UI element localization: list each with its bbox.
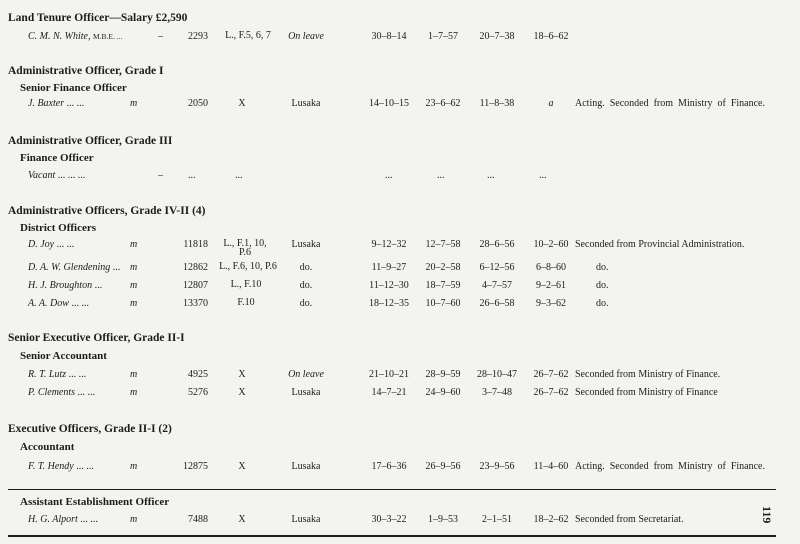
- date-of-birth: 14–7–21: [371, 387, 407, 398]
- table-row: [0, 298, 800, 316]
- date-of-birth: 9–12–32: [371, 239, 407, 250]
- date-of-birth: 14–10–15: [369, 98, 409, 109]
- file-number: 2050: [188, 98, 208, 109]
- file-number: 12862: [183, 262, 208, 273]
- date-appointed: 23–6–62: [425, 98, 461, 109]
- subheading-senior-finance-officer: Senior Finance Officer: [20, 82, 127, 94]
- date-first-appointment: 4–7–57: [482, 280, 512, 291]
- table-row: [0, 98, 800, 116]
- x-mark: X: [238, 369, 246, 380]
- honours-suffix: M.B.E. ...: [93, 32, 123, 41]
- leader-dots: ... ...: [56, 239, 75, 250]
- date-appointed: 10–7–60: [425, 298, 461, 309]
- qualifications: F.10: [237, 297, 255, 308]
- date-of-birth: 18–12–35: [369, 298, 409, 309]
- x-mark: X: [238, 461, 246, 472]
- subheading-finance-officer: Finance Officer: [20, 152, 94, 164]
- empty-cell: ...: [487, 170, 495, 181]
- leader-dots: ...: [112, 262, 121, 273]
- section-heading-admin-3: Administrative Officer, Grade III: [8, 135, 173, 147]
- leader-dots: ... ...: [68, 369, 87, 380]
- section-heading-asst-estab: Assistant Establishment Officer: [20, 496, 170, 508]
- date-appointed: 12–7–58: [425, 239, 461, 250]
- bottom-rule: [8, 535, 776, 537]
- remarks: do.: [596, 298, 609, 309]
- leader-dots: ... ...: [76, 461, 94, 472]
- remarks: Acting. Seconded from Ministry of Finance.: [575, 98, 765, 109]
- leader-dots: ... ...: [66, 98, 85, 109]
- table-row: [0, 280, 800, 298]
- section-heading-land-tenure: Land Tenure Officer—Salary £2,590: [8, 12, 188, 24]
- file-number: 12875: [183, 461, 208, 472]
- date-first-appointment: 2–1–51: [482, 514, 512, 525]
- date-of-birth: 11–9–27: [371, 262, 407, 273]
- date-first-appointment: 20–7–38: [479, 31, 515, 42]
- officer-name: P. Clements: [28, 387, 76, 398]
- file-number: 7488: [188, 514, 208, 525]
- date-of-birth: 30–3–22: [371, 514, 407, 525]
- empty-cell: ...: [437, 170, 445, 181]
- empty-cell: ...: [385, 170, 393, 181]
- x-mark: X: [238, 387, 246, 398]
- dash: –: [158, 170, 163, 181]
- date-confirmed: 9–2–61: [536, 280, 566, 291]
- qualifications: L., F.1, 10, P.6: [223, 238, 267, 258]
- remarks: do.: [596, 262, 609, 273]
- section-heading-exec: Executive Officers, Grade II-I (2): [8, 423, 172, 435]
- dash: –: [158, 31, 163, 42]
- date-confirmed: 9–3–62: [536, 298, 566, 309]
- marital-status: m: [130, 369, 138, 380]
- remarks: Seconded from Ministry of Finance.: [575, 369, 721, 380]
- leader-dots: ... ...: [77, 387, 96, 398]
- officer-name: Vacant: [28, 170, 56, 181]
- leader-dots: ... ...: [80, 514, 98, 525]
- leader-dots: ... ... ...: [57, 170, 86, 181]
- station: On leave: [288, 31, 324, 42]
- remarks: Acting. Seconded from Ministry of Finance.: [575, 461, 765, 472]
- officer-name: A. A. Dow: [28, 298, 69, 309]
- table-row: [0, 31, 800, 49]
- marital-status: m: [130, 461, 138, 472]
- date-appointed: 1–7–57: [428, 31, 458, 42]
- station: Lusaka: [291, 387, 321, 398]
- officer-name: J. Baxter: [28, 98, 65, 109]
- qualifications: L., F.6, 10, P.6: [219, 261, 277, 272]
- qualifications: L., F.10: [230, 279, 262, 290]
- officer-name: H. G. Alport: [28, 514, 78, 525]
- page-number: 119: [760, 506, 774, 524]
- divider: [8, 489, 776, 490]
- remarks: do.: [596, 280, 609, 291]
- date-appointed: 20–2–58: [425, 262, 461, 273]
- officer-name: H. J. Broughton: [28, 280, 93, 291]
- date-confirmed: a: [548, 98, 554, 109]
- marital-status: m: [130, 239, 138, 250]
- officer-name: F. T. Hendy: [28, 461, 74, 472]
- subheading-accountant: Accountant: [20, 441, 75, 453]
- date-confirmed: 26–7–62: [533, 369, 569, 380]
- station: On leave: [288, 369, 324, 380]
- date-of-birth: 11–12–30: [369, 280, 409, 291]
- date-of-birth: 21–10–21: [369, 369, 409, 380]
- file-number: 4925: [188, 369, 208, 380]
- table-row: [0, 239, 800, 259]
- officer-name: R. T. Lutz: [28, 369, 67, 380]
- date-confirmed: 11–4–60: [533, 461, 569, 472]
- table-row: [0, 461, 800, 479]
- section-heading-admin-1: Administrative Officer, Grade I: [8, 65, 164, 77]
- empty-cell: ...: [235, 170, 243, 181]
- section-heading-senior-exec: Senior Executive Officer, Grade II-I: [8, 332, 185, 344]
- officer-name: D. Joy: [28, 239, 55, 250]
- leader-dots: ... ...: [71, 298, 89, 309]
- remarks: Seconded from Ministry of Finance: [575, 387, 718, 398]
- station: do.: [299, 298, 313, 309]
- officer-name: C. M. N. White,: [28, 31, 91, 42]
- station: Lusaka: [291, 239, 321, 250]
- file-number: 5276: [188, 387, 208, 398]
- date-first-appointment: 6–12–56: [479, 262, 515, 273]
- marital-status: m: [130, 280, 138, 291]
- date-first-appointment: 26–6–58: [479, 298, 515, 309]
- marital-status: m: [130, 298, 138, 309]
- date-first-appointment: 3–7–48: [482, 387, 512, 398]
- table-row: [0, 514, 800, 532]
- date-first-appointment: 11–8–38: [479, 98, 515, 109]
- subheading-senior-accountant: Senior Accountant: [20, 350, 107, 362]
- remarks: Seconded from Provincial Administration.: [575, 239, 745, 250]
- date-first-appointment: 28–10–47: [477, 369, 517, 380]
- file-number: 13370: [183, 298, 208, 309]
- file-number: 2293: [188, 31, 208, 42]
- marital-status: m: [130, 387, 138, 398]
- remarks: Seconded from Secretariat.: [575, 514, 684, 525]
- marital-status: m: [130, 98, 138, 109]
- station: do.: [299, 280, 313, 291]
- date-appointed: 1–9–53: [428, 514, 458, 525]
- marital-status: m: [130, 514, 138, 525]
- date-confirmed: 18–6–62: [533, 31, 569, 42]
- date-appointed: 26–9–56: [425, 461, 461, 472]
- x-mark: X: [238, 98, 246, 109]
- station: Lusaka: [291, 98, 321, 109]
- date-appointed: 24–9–60: [425, 387, 461, 398]
- station: Lusaka: [291, 461, 321, 472]
- file-number: 12807: [183, 280, 208, 291]
- leader-dots: ...: [94, 280, 103, 291]
- empty-cell: ...: [188, 170, 196, 181]
- date-of-birth: 30–8–14: [371, 31, 407, 42]
- section-heading-admin-4-2: Administrative Officers, Grade IV-II (4): [8, 205, 206, 217]
- table-row: [0, 387, 800, 405]
- date-first-appointment: 23–9–56: [479, 461, 515, 472]
- qualifications: L., F.5, 6, 7: [225, 30, 271, 41]
- date-first-appointment: 28–6–56: [479, 239, 515, 250]
- date-confirmed: 6–8–60: [536, 262, 566, 273]
- date-confirmed: 10–2–60: [533, 239, 569, 250]
- date-confirmed: 26–7–62: [533, 387, 569, 398]
- officer-name: D. A. W. Glendening: [28, 262, 111, 273]
- date-appointed: 18–7–59: [425, 280, 461, 291]
- x-mark: X: [238, 514, 246, 525]
- station: Lusaka: [291, 514, 321, 525]
- date-appointed: 28–9–59: [425, 369, 461, 380]
- table-row: [0, 262, 800, 280]
- date-of-birth: 17–6–36: [371, 461, 407, 472]
- empty-cell: ...: [539, 170, 547, 181]
- file-number: 11818: [183, 239, 208, 250]
- table-row: [0, 369, 800, 387]
- marital-status: m: [130, 262, 138, 273]
- date-confirmed: 18–2–62: [533, 514, 569, 525]
- station: do.: [299, 262, 313, 273]
- table-row: [0, 170, 800, 188]
- subheading-district-officers: District Officers: [20, 222, 97, 234]
